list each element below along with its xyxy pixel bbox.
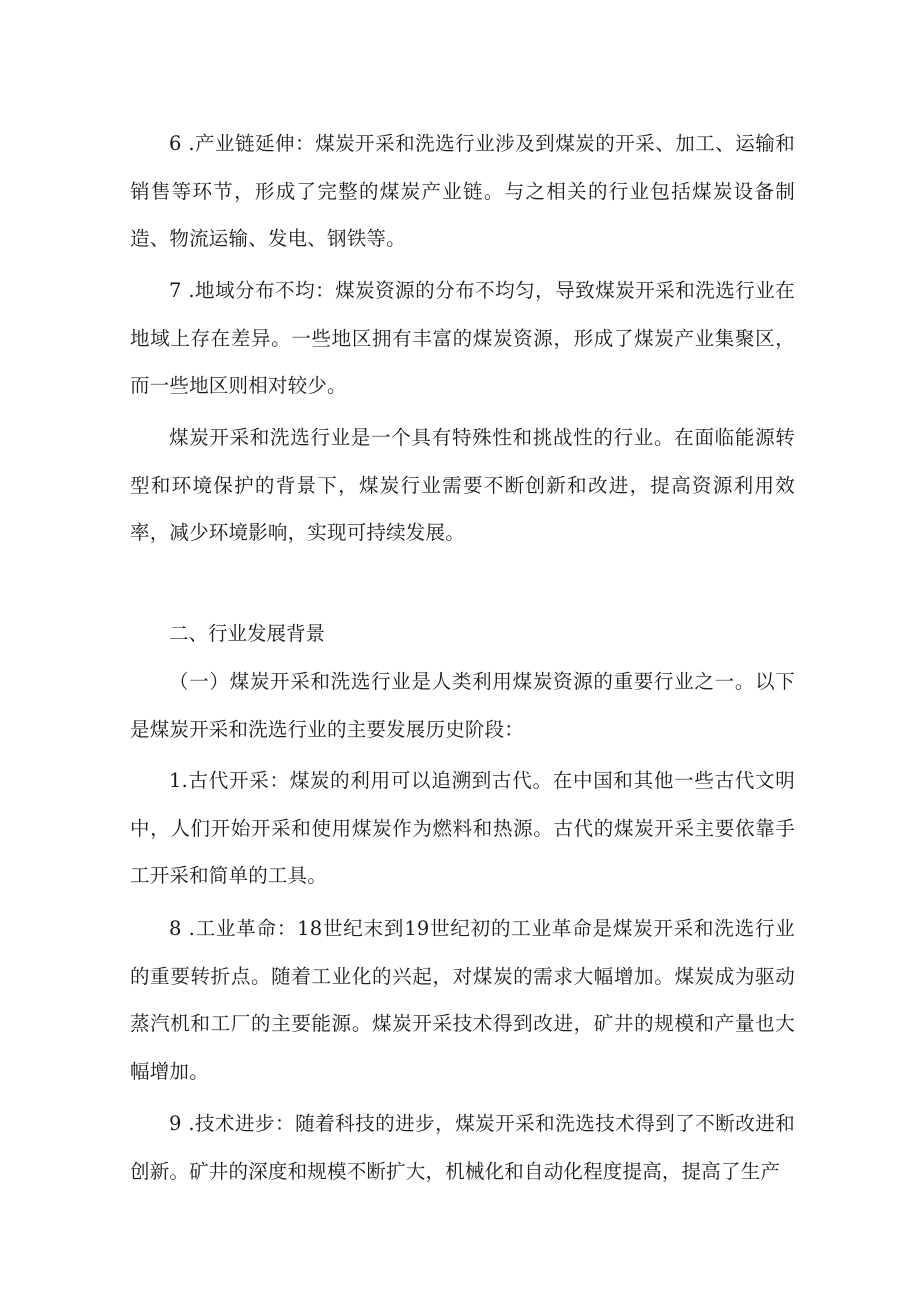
paragraph-technology-progress: 9 .技术进步：随着科技的进步，煤炭开采和洗选技术得到了不断改进和创新。矿井的深度和规模不断扩大，机械化和自动化程度提高，提高了生产 [130, 1112, 795, 1183]
section-heading: 二、行业发展背景 [169, 622, 326, 645]
paragraph-industrial-revolution: 8 .工业革命：18世纪末到19世纪初的工业革命是煤炭开采和洗选行业的重要转折点。随着工业化的兴起，对煤炭的需求大幅增加。煤炭成为驱动蒸汽机和工厂的主要能源。煤炭开采技术得到改进，矿井的规模和产量也大幅增加。 [130, 917, 795, 1083]
paragraph-industry-summary: 煤炭开采和洗选行业是一个具有特殊性和挑战性的行业。在面临能源转型和环境保护的背景下，煤炭行业需要不断创新和改进，提高资源利用效率，减少环境影响，实现可持续发展。 [130, 426, 795, 544]
paragraph-history-intro: （一）煤炭开采和洗选行业是人类利用煤炭资源的重要行业之一。以下是煤炭开采和洗选行业的主要发展历史阶段： [130, 670, 795, 741]
paragraph-regional-distribution: 7 .地域分布不均：煤炭资源的分布不均匀，导致煤炭开采和洗选行业在地域上存在差异。一些地区拥有丰富的煤炭资源，形成了煤炭产业集聚区，而一些地区则相对较少。 [130, 279, 795, 397]
paragraph-ancient-mining: 1.古代开采：煤炭的利用可以追溯到古代。在中国和其他一些古代文明中，人们开始开采和使用煤炭作为燃料和热源。古代的煤炭开采主要依靠手工开采和简单的工具。 [130, 769, 795, 887]
paragraph-industry-chain: 6 .产业链延伸：煤炭开采和洗选行业涉及到煤炭的开采、加工、运输和销售等环节，形成了完整的煤炭产业链。与之相关的行业包括煤炭设备制造、物流运输、发电、钢铁等。 [130, 132, 795, 250]
